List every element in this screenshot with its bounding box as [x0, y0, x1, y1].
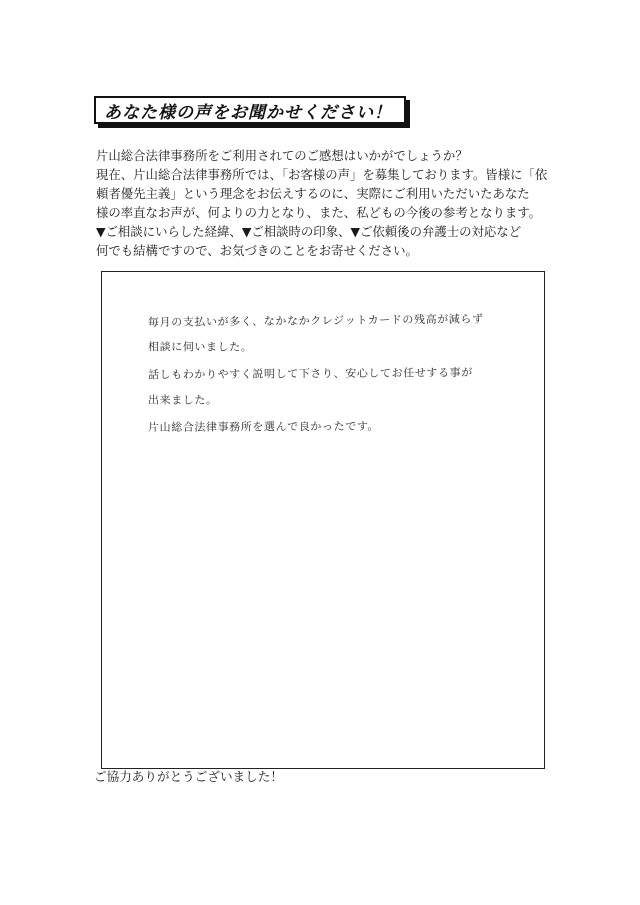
handwritten-line: 出来ました。 — [147, 393, 218, 407]
customer-voice-box — [101, 271, 545, 769]
intro-line: 現在、片山総合法律事務所では、「お客様の声」を募集しております。皆様に「依 — [96, 167, 548, 182]
handwritten-line: 片山総合法律事務所を選んで良かったです。 — [147, 419, 380, 435]
handwritten-line: 話しもわかりやすく説明して下さり、安心してお任せする事が — [147, 366, 473, 382]
handwritten-line: 相談に伺いました。 — [147, 339, 253, 354]
handwritten-line: 毎月の支払いが多く、なかなかクレジットカードの残高が減らず — [147, 312, 484, 330]
handwritten-comment — [148, 308, 538, 441]
intro-line: ▼ご相談にいらした経緯、▼ご相談時の印象、▼ご依頼後の弁護士の対応など — [96, 224, 522, 239]
thanks-message: ご協力ありがとうございました！ — [94, 769, 283, 784]
page-title: あなた様の声をお聞かせください！ — [104, 102, 392, 123]
intro-line: 頼者優先主義」という理念をお伝えするのに、実際にご利用いただいたあなた — [96, 186, 530, 201]
intro-line: 様の率直なお声が、何よりの力となり、また、私どもの今後の参考となります。 — [96, 205, 542, 220]
intro-line: 何でも結構ですので、お気づきのことをお寄せください。 — [96, 243, 418, 258]
intro-line: 片山総合法律事務所をご利用されてのご感想はいかがでしょうか？ — [96, 148, 468, 163]
page-title-box — [94, 96, 406, 124]
intro-text — [96, 146, 566, 260]
